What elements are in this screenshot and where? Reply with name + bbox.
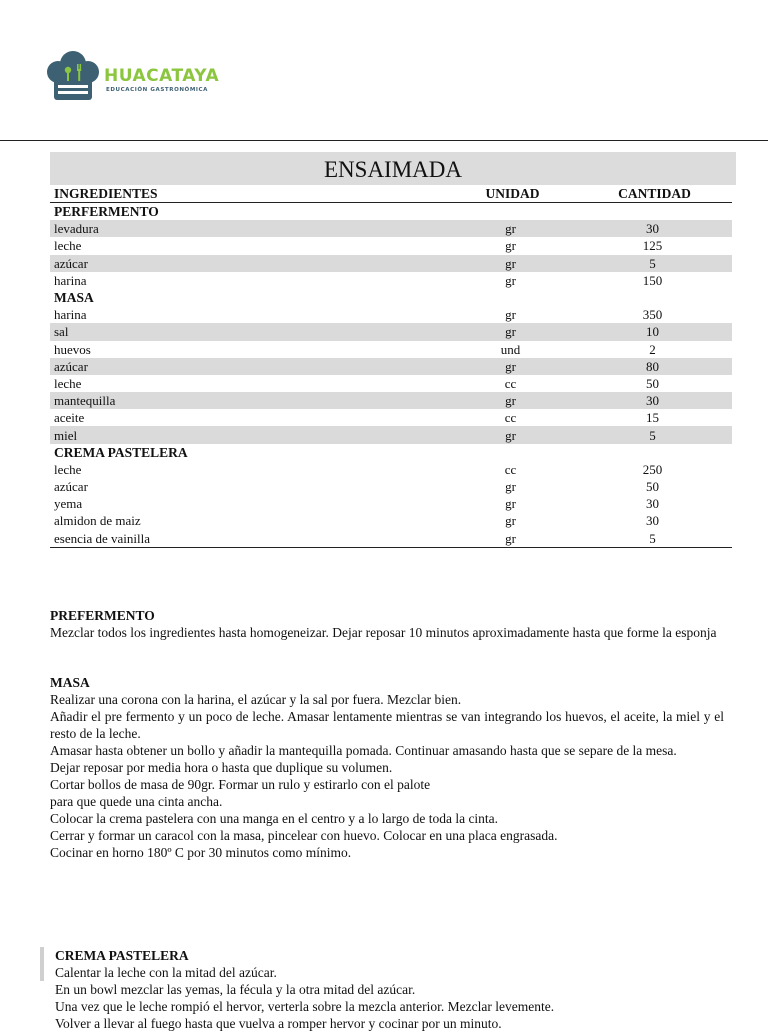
table-row <box>50 461 732 478</box>
procedure-line: Una vez que le leche rompió el hervor, verterla sobre la mezcla anterior. Mezclar levemente. <box>55 999 555 1014</box>
quantity-cell: 5 <box>573 426 732 443</box>
procedure-heading: MASA <box>50 675 90 690</box>
ingredient-cell: harina <box>54 307 87 323</box>
ingredient-cell: mantequilla <box>50 392 448 409</box>
table-row <box>50 341 732 358</box>
procedure-line: Colocar la crema pastelera con una manga en el centro y a lo largo de toda la cinta. <box>50 811 499 826</box>
table-row <box>50 358 732 375</box>
section-title: PERFERMENTO <box>54 204 159 220</box>
ingredient-cell: miel <box>50 426 448 443</box>
procedure-heading: PREFERMENTO <box>50 608 155 623</box>
table-row <box>50 255 732 272</box>
table-row <box>50 323 732 340</box>
table-row <box>50 375 732 392</box>
margin-marker <box>40 947 44 981</box>
procedure-heading: CREMA PASTELERA <box>55 948 189 963</box>
ingredient-cell: yema <box>54 496 83 512</box>
ingredient-cell: sal <box>50 323 448 340</box>
ingredient-cell: almidon de maiz <box>54 513 141 529</box>
unit-cell: und <box>500 341 521 357</box>
table-header-row <box>50 185 732 203</box>
unit-cell: gr <box>505 307 516 323</box>
column-header-ingredients: INGREDIENTES <box>50 185 448 203</box>
quantity-cell: 50 <box>646 375 659 391</box>
recipe-title: ENSAIMADA <box>50 152 736 185</box>
ingredient-cell: levadura <box>50 220 448 237</box>
procedure-line: Dejar reposar por media hora o hasta que duplique su volumen. <box>50 760 393 775</box>
procedure-line: Cocinar en horno 180º C por 30 minutos como mínimo. <box>50 845 352 860</box>
table-row <box>50 392 732 409</box>
unit-cell: gr <box>448 392 573 409</box>
unit-cell: gr <box>505 496 516 512</box>
quantity-cell: 250 <box>642 461 663 477</box>
unit-cell: gr <box>448 358 573 375</box>
unit-cell: gr <box>448 220 573 237</box>
section-title: MASA <box>54 290 94 306</box>
unit-cell: gr <box>505 513 516 529</box>
procedure-line: Amasar hasta obtener un bollo y añadir la mantequilla pomada. Continuar amasando hasta que se separe de la mesa. <box>50 743 677 758</box>
table-section-row <box>50 444 732 461</box>
quantity-cell: 30 <box>573 392 732 409</box>
procedure-line: Volver a llevar al fuego hasta que vuelva a romper hervor y cocinar por un minuto. <box>55 1016 502 1031</box>
procedure-masa <box>50 674 724 861</box>
table-row <box>50 426 732 443</box>
procedure-line: Realizar una corona con la harina, el azúcar y la sal por fuera. Mezclar bien. <box>50 692 462 707</box>
table-row <box>50 237 732 254</box>
ingredient-cell: aceite <box>54 410 85 426</box>
quantity-cell: 10 <box>573 323 732 340</box>
ingredient-cell: harina <box>54 272 87 288</box>
procedure-line: Añadir el pre fermento y un poco de leche. Amasar lentamente mientras se van integrando los huevos, el aceite, la miel y el resto de la leche. <box>50 709 724 741</box>
table-row <box>50 306 732 323</box>
unit-cell: gr <box>448 426 573 443</box>
procedure-crema-pastelera <box>55 947 725 1032</box>
quantity-cell: 15 <box>646 410 659 426</box>
unit-cell: cc <box>504 375 517 391</box>
table-row <box>50 478 732 495</box>
quantity-cell: 30 <box>573 220 732 237</box>
table-row <box>50 272 732 289</box>
unit-cell: gr <box>448 530 573 548</box>
brand-tagline: EDUCACIÓN GASTRONÓMICA <box>106 87 209 93</box>
unit-cell: cc <box>504 461 517 477</box>
ingredient-cell: leche <box>54 238 82 254</box>
unit-cell: cc <box>504 410 517 426</box>
header-divider <box>0 140 768 141</box>
procedure-line: En un bowl mezclar las yemas, la fécula y la otra mitad del azúcar. <box>55 982 416 997</box>
quantity-cell: 50 <box>646 479 659 495</box>
table-row <box>50 495 732 512</box>
table-row <box>50 409 732 426</box>
table-row <box>50 530 732 548</box>
ingredient-cell: leche <box>54 461 82 477</box>
table-section-row <box>50 203 732 221</box>
column-header-unit: UNIDAD <box>448 185 573 203</box>
recipe-table <box>50 152 732 548</box>
brand-name: HUACATAYA <box>104 66 220 86</box>
procedure-line: Calentar la leche con la mitad del azúcar. <box>55 965 277 980</box>
quantity-cell: 5 <box>573 530 732 548</box>
ingredient-cell: azúcar <box>54 479 88 495</box>
quantity-cell: 125 <box>642 238 663 254</box>
quantity-cell: 5 <box>573 255 732 272</box>
section-title: CREMA PASTELERA <box>54 444 188 460</box>
chef-hat-icon <box>44 50 102 104</box>
table-row <box>50 512 732 529</box>
unit-cell: gr <box>448 255 573 272</box>
procedure-line: para que quede una cinta ancha. <box>50 794 223 809</box>
procedure-line: Cortar bollos de masa de 90gr. Formar un rulo y estirarlo con el palote <box>50 777 431 792</box>
unit-cell: gr <box>505 479 516 495</box>
quantity-cell: 30 <box>646 513 659 529</box>
quantity-cell: 30 <box>646 496 659 512</box>
quantity-cell: 2 <box>649 341 656 357</box>
procedure-prefermento <box>50 607 724 641</box>
ingredient-cell: leche <box>54 375 82 391</box>
unit-cell: gr <box>505 238 516 254</box>
table-section-row <box>50 289 732 306</box>
ingredients-table <box>50 185 732 548</box>
quantity-cell: 150 <box>642 272 663 288</box>
ingredient-cell: azúcar <box>50 358 448 375</box>
unit-cell: gr <box>505 272 516 288</box>
ingredient-cell: esencia de vainilla <box>50 530 448 548</box>
ingredient-cell: azúcar <box>50 255 448 272</box>
unit-cell: gr <box>448 323 573 340</box>
procedure-line: Mezclar todos los ingredientes hasta homogeneizar. Dejar reposar 10 minutos aproximadamente hasta que forme la esponja <box>50 625 717 640</box>
table-row <box>50 220 732 237</box>
column-header-quantity: CANTIDAD <box>573 185 732 203</box>
ingredient-cell: huevos <box>54 341 91 357</box>
quantity-cell: 350 <box>642 307 663 323</box>
procedure-line: Cerrar y formar un caracol con la masa, pincelear con huevo. Colocar en una placa engrasada. <box>50 828 558 843</box>
brand-logo <box>44 50 220 106</box>
quantity-cell: 80 <box>573 358 732 375</box>
